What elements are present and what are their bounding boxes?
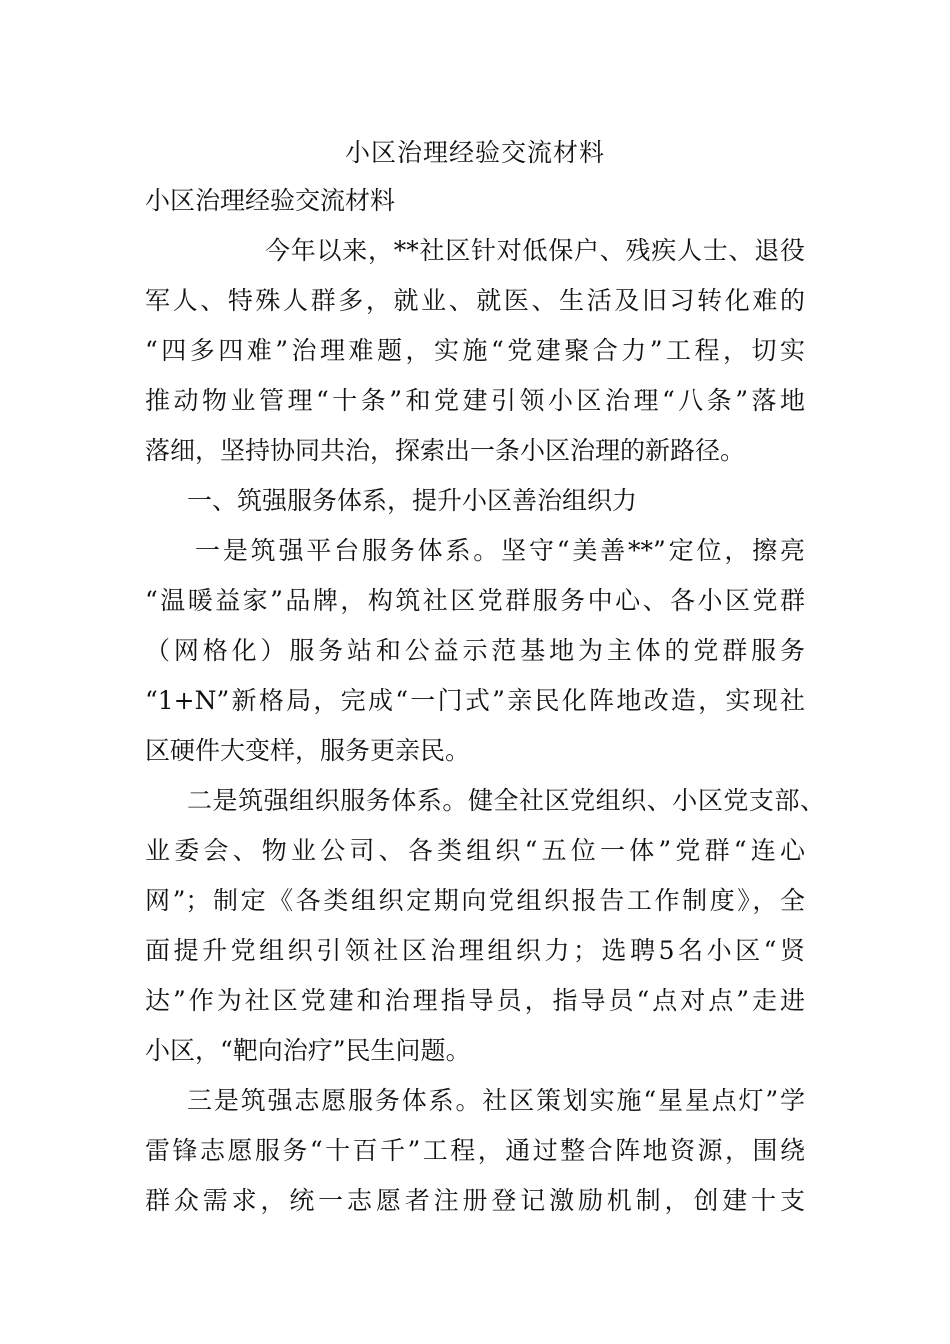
paragraph-line: 二是筑强组织服务体系。健全社区党组织、小区党支部、 [187,786,825,815]
paragraph-line: 网”；制定《各类组织定期向党组织报告工作制度》，全 [145,886,805,915]
paragraph-line: 小区，“靶向治疗”民生问题。 [145,1036,471,1065]
section-heading: 一、筑强服务体系，提升小区善治组织力 [187,486,638,515]
paragraph-line: 达”作为社区党建和治理指导员，指导员“点对点”走进 [145,986,805,1015]
document-subtitle: 小区治理经验交流材料 [145,186,396,215]
document-title: 小区治理经验交流材料 [344,138,605,167]
intro-line: 军人、特殊人群多，就业、就医、生活及旧习转化难的 [145,286,805,315]
paragraph-line: “1+N”新格局，完成“一门式”亲民化阵地改造，实现社 [145,686,805,715]
paragraph-line: （网格化）服务站和公益示范基地为主体的党群服务 [145,636,805,665]
paragraph-line: 区硬件大变样，服务更亲民。 [145,736,471,765]
paragraph-line: 三是筑强志愿服务体系。社区策划实施“星星点灯”学 [187,1086,805,1115]
paragraph-line: 雷锋志愿服务“十百千”工程，通过整合阵地资源，围绕 [145,1136,805,1165]
intro-line: 推动物业管理“十条”和党建引领小区治理“八条”落地 [145,386,805,415]
paragraph-line: 面提升党组织引领社区治理组织力；选聘5名小区“贤 [145,936,805,965]
paragraph-line: 业委会、物业公司、各类组织“五位一体”党群“连心 [145,836,805,865]
intro-line: 落细，坚持协同共治，探索出一条小区治理的新路径。 [145,436,746,465]
paragraph-line: 群众需求，统一志愿者注册登记激励机制，创建十支 [145,1186,805,1215]
paragraph-line: “温暖益家”品牌，构筑社区党群服务中心、各小区党群 [145,586,805,615]
paragraph-line: 一是筑强平台服务体系。坚守“美善**”定位，擦亮 [195,536,805,565]
intro-line: “四多四难”治理难题，实施“党建聚合力”工程，切实 [145,336,805,365]
intro-line: 今年以来，**社区针对低保户、残疾人士、退役 [265,236,805,265]
